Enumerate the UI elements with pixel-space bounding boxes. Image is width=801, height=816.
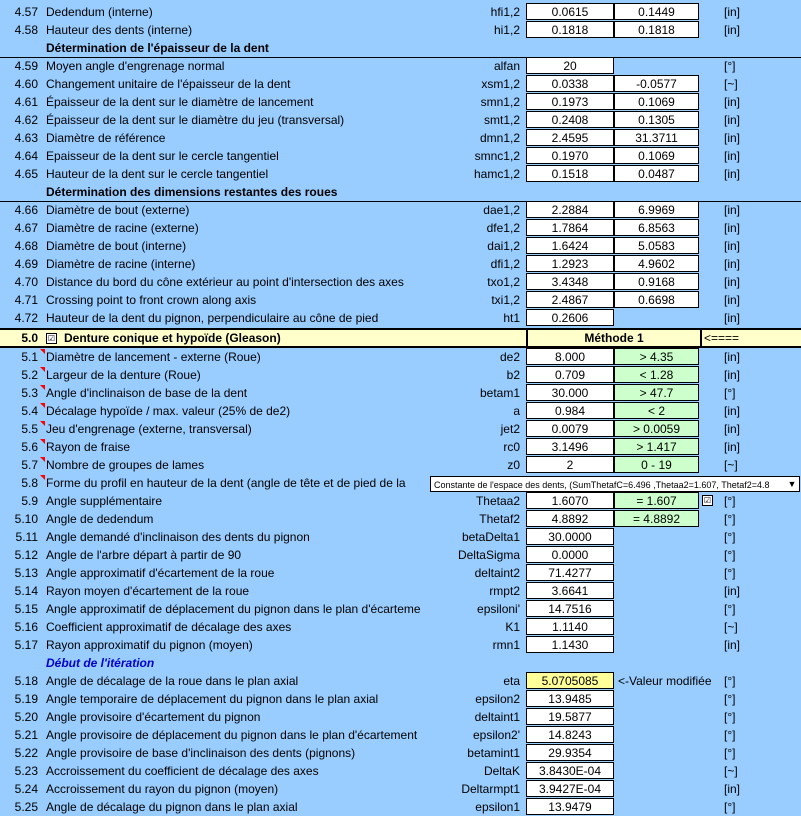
unit-label: [in] — [724, 239, 741, 253]
row-number: 4.63 — [14, 131, 38, 145]
table-row — [0, 366, 801, 384]
value-cell-2: 6.9969 — [614, 201, 699, 218]
table-row — [0, 528, 801, 546]
value-cell[interactable]: 1.6070 — [526, 492, 614, 509]
unit-label: [°] — [724, 602, 736, 616]
unit-label: [~] — [724, 458, 738, 472]
unit-label: [°] — [724, 710, 736, 724]
table-row — [0, 762, 801, 780]
row-label: Rayon de fraise — [46, 440, 131, 454]
table-row — [0, 291, 801, 309]
comment-marker-icon — [40, 403, 45, 408]
unit-label: [in] — [724, 203, 741, 217]
table-row — [0, 438, 801, 456]
table-row — [0, 111, 801, 129]
row-number: 4.57 — [14, 5, 38, 19]
row-number: 5.6 — [21, 440, 38, 454]
row-symbol: alfan — [493, 59, 520, 73]
row-number: 4.66 — [14, 203, 38, 217]
row-symbol: Thetaa2 — [475, 494, 520, 508]
row-label: Épaisseur de la dent sur le diamètre de lancement — [46, 95, 314, 109]
row-number: 5.18 — [14, 674, 38, 688]
unit-label: [°] — [724, 728, 736, 742]
table-row — [0, 93, 801, 111]
row-label: Distance du bord du cône extérieur au point d'intersection des axes — [46, 275, 404, 289]
unit-label: [in] — [724, 23, 741, 37]
row-symbol: txi1,2 — [491, 293, 520, 307]
row-symbol: eta — [503, 674, 520, 688]
section-heading — [0, 183, 801, 202]
table-row — [0, 273, 801, 291]
row-symbol: epsilon1 — [475, 800, 520, 814]
section-checkbox[interactable]: ☑ — [47, 334, 56, 343]
value-cell: 0.1970 — [526, 147, 614, 164]
section-header — [0, 328, 801, 348]
value-cell-2: 0.9168 — [614, 273, 699, 290]
table-row — [0, 237, 801, 255]
row-label: Angle de décalage du pignon dans le plan axial — [46, 800, 298, 814]
table-row — [0, 402, 801, 420]
unit-label: [°] — [724, 674, 736, 688]
row-symbol: smnc1,2 — [474, 149, 520, 163]
row-number: 5.20 — [14, 710, 38, 724]
value-cell: 1.2923 — [526, 255, 614, 272]
row-symbol: dmn1,2 — [479, 131, 520, 145]
row-symbol: b2 — [506, 368, 520, 382]
value-cell: 14.8243 — [526, 726, 614, 743]
section-heading — [0, 39, 801, 58]
row-number: 5.1 — [21, 350, 38, 364]
row-label: Forme du profil en hauteur de la dent (angle de tête et de pied de la — [46, 476, 406, 490]
value-cell: 0.2408 — [526, 111, 614, 128]
row-number: 5.9 — [21, 494, 38, 508]
row-label: Rayon moyen d'écartement de la roue — [46, 584, 250, 598]
unit-label: [in] — [724, 584, 741, 598]
table-row — [0, 420, 801, 438]
modified-note: <-Valeur modifiée — [618, 674, 712, 688]
value-cell: 0.0000 — [526, 546, 614, 563]
row-label: Coefficient approximatif de décalage des axes — [46, 620, 292, 634]
table-row — [0, 546, 801, 564]
value-cell-2: = 4.8892 — [614, 510, 699, 527]
row-number: 4.58 — [14, 23, 38, 37]
row-number: 4.59 — [14, 59, 38, 73]
value-cell[interactable]: 0.984 — [526, 402, 614, 419]
table-row — [0, 348, 801, 366]
table-row — [0, 600, 801, 618]
row-symbol: deltaint2 — [474, 566, 520, 580]
row-number: 4.60 — [14, 77, 38, 91]
table-row — [0, 510, 801, 528]
row-label: Angle approximatif de déplacement du pignon dans le plan d'écarteme — [46, 602, 421, 616]
row-number: 5.2 — [21, 368, 38, 382]
dropdown-arrow-icon[interactable]: ▼ — [785, 477, 799, 491]
row-label: Épaisseur de la dent sur le diamètre du jeu (transversal) — [46, 113, 345, 127]
row-number: 5.14 — [14, 584, 38, 598]
unit-label: [°] — [724, 512, 736, 526]
unit-label: [in] — [724, 5, 741, 19]
value-cell-2: 31.3711 — [614, 129, 699, 146]
row-label: Angle supplémentaire — [46, 494, 163, 508]
unit-label: [in] — [724, 293, 741, 307]
row-symbol: betam1 — [479, 386, 520, 400]
section-title: Denture conique et hypoïde (Gleason) — [64, 331, 281, 345]
value-cell: 2.4867 — [526, 291, 614, 308]
value-cell-2: = 1.607 — [614, 492, 699, 509]
comment-marker-icon — [40, 439, 45, 444]
value-cell: 0.0615 — [526, 3, 614, 20]
row-symbol: hfi1,2 — [490, 5, 520, 19]
row-number: 5.7 — [21, 458, 38, 472]
row-symbol: dfe1,2 — [486, 221, 520, 235]
value-cell: 0.1518 — [526, 165, 614, 182]
row-symbol: dai1,2 — [487, 239, 520, 253]
heading-label: Début de l'itération — [46, 656, 155, 670]
heading-label: Détermination de l'épaisseur de la dent — [46, 41, 269, 55]
unit-label: [°] — [724, 800, 736, 814]
unit-label: [in] — [724, 311, 741, 325]
row-symbol: dae1,2 — [483, 203, 520, 217]
value-cell[interactable]: 3.1496 — [526, 438, 614, 455]
row-label: Décalage hypoïde / max. valeur (25% de de2) — [46, 404, 291, 418]
row-label: Diamètre de référence — [46, 131, 166, 145]
value-cell: 29.9354 — [526, 744, 614, 761]
dropdown-value: Constante de l'espace des dents, (SumThetafC=6.496 ,Thetaa2=1.607, Thetaf2=4.8 — [434, 480, 770, 490]
value-cell-2: 0.1069 — [614, 93, 699, 110]
row-label: Angle de l'arbre départ à partir de 90 — [46, 548, 242, 562]
row-number: 5.25 — [14, 800, 38, 814]
row-symbol: de2 — [499, 350, 520, 364]
row-number: 5.16 — [14, 620, 38, 634]
row-label: Changement unitaire de l'épaisseur de la dent — [46, 77, 291, 91]
table-row — [0, 708, 801, 726]
row-symbol: deltaint1 — [474, 710, 520, 724]
table-row — [0, 492, 801, 510]
row-number: 4.71 — [14, 293, 38, 307]
row-label: Crossing point to front crown along axis — [46, 293, 257, 307]
section-number: 5.0 — [21, 331, 38, 345]
table-row — [0, 219, 801, 237]
comment-marker-icon — [40, 421, 45, 426]
row-number: 4.64 — [14, 149, 38, 163]
value-cell[interactable]: 8.000 — [526, 348, 614, 365]
row-label: Epaisseur de la dent sur le cercle tangentiel — [46, 149, 279, 163]
table-row — [0, 3, 801, 21]
table-row — [0, 201, 801, 219]
value-cell[interactable]: 30.000 — [526, 384, 614, 401]
value-cell[interactable]: 2 — [526, 456, 614, 473]
row-label: Diamètre de racine (externe) — [46, 221, 199, 235]
value-cell-2: < 2 — [614, 402, 699, 419]
row-symbol: betamint1 — [467, 746, 520, 760]
unit-label: [°] — [724, 494, 736, 508]
row-label: Angle provisoire de déplacement du pignon dans le plan d'écartement — [46, 728, 418, 742]
table-row — [0, 798, 801, 816]
row-symbol: hamc1,2 — [473, 167, 520, 181]
unit-label: [~] — [724, 764, 738, 778]
table-row — [0, 309, 801, 327]
row-label: Largeur de la denture (Roue) — [46, 368, 201, 382]
checkbox[interactable]: ☑ — [703, 496, 712, 505]
table-row — [0, 384, 801, 402]
row-number: 5.11 — [15, 530, 38, 544]
row-label: Hauteur des dents (interne) — [46, 23, 193, 37]
row-symbol: xsm1,2 — [481, 77, 520, 91]
row-number: 5.23 — [14, 764, 38, 778]
row-number: 4.72 — [14, 311, 38, 325]
row-symbol: epsilon2 — [475, 692, 520, 706]
row-label: Diamètre de lancement - externe (Roue) — [46, 350, 261, 364]
value-cell: 14.7516 — [526, 600, 614, 617]
row-symbol: dfi1,2 — [490, 257, 520, 271]
unit-label: [in] — [724, 113, 741, 127]
table-row — [0, 147, 801, 165]
table-row — [0, 255, 801, 273]
unit-label: [°] — [724, 566, 736, 580]
unit-label: [°] — [724, 59, 736, 73]
row-number: 4.61 — [14, 95, 38, 109]
row-number: 5.22 — [14, 746, 38, 760]
row-label: Diamètre de bout (externe) — [46, 203, 190, 217]
row-label: Angle d'inclinaison de base de la dent — [46, 386, 248, 400]
row-symbol: rmpt2 — [489, 584, 520, 598]
value-cell[interactable]: 0.0079 — [526, 420, 614, 437]
unit-label: [in] — [724, 131, 741, 145]
row-number: 4.65 — [14, 167, 38, 181]
comment-marker-icon — [40, 367, 45, 372]
row-symbol: epsilon2' — [473, 728, 520, 742]
table-row — [0, 744, 801, 762]
row-label: Angle approximatif d'écartement de la roue — [46, 566, 275, 580]
row-number: 5.8 — [21, 476, 38, 490]
row-symbol: smn1,2 — [480, 95, 520, 109]
table-row — [0, 129, 801, 147]
value-cell[interactable]: 20 — [526, 57, 614, 74]
unit-label: [~] — [724, 77, 738, 91]
table-row — [0, 780, 801, 798]
value-cell: 3.8430E-04 — [526, 762, 614, 779]
value-cell: 3.9427E-04 — [526, 780, 614, 797]
row-symbol: DeltaK — [483, 764, 520, 778]
row-label: Accroissement du coefficient de décalage des axes — [46, 764, 319, 778]
row-number: 4.67 — [14, 221, 38, 235]
value-cell-2: > 1.417 — [614, 438, 699, 455]
row-number: 5.13 — [14, 566, 38, 580]
unit-label: [in] — [724, 167, 741, 181]
table-row — [0, 726, 801, 744]
unit-label: [~] — [724, 620, 738, 634]
table-row — [0, 57, 801, 75]
unit-label: [in] — [724, 350, 741, 364]
unit-label: [in] — [724, 440, 741, 454]
unit-label: [in] — [724, 275, 741, 289]
value-cell: 13.9485 — [526, 690, 614, 707]
arrow-indicator: <==== — [704, 331, 740, 345]
value-cell-2: 0.1305 — [614, 111, 699, 128]
table-row — [0, 165, 801, 183]
value-cell-2: 6.8563 — [614, 219, 699, 236]
row-number: 5.3 — [21, 386, 38, 400]
comment-marker-icon — [40, 349, 45, 354]
value-cell-2: -0.0577 — [614, 75, 699, 92]
row-symbol: Deltarmpt1 — [461, 782, 520, 796]
value-cell: 1.7864 — [526, 219, 614, 236]
row-symbol: rmn1 — [492, 638, 520, 652]
row-label: Nombre de groupes de lames — [46, 458, 205, 472]
value-cell[interactable]: 5.0705085 — [526, 672, 614, 689]
value-cell[interactable]: 0.709 — [526, 366, 614, 383]
row-number: 5.21 — [14, 728, 38, 742]
method-select[interactable]: Méthode 1 — [526, 330, 702, 346]
value-cell: 2.4595 — [526, 129, 614, 146]
row-label: Rayon approximatif du pignon (moyen) — [46, 638, 253, 652]
value-cell-2: 0.1449 — [614, 3, 699, 20]
row-number: 5.19 — [14, 692, 38, 706]
value-cell: 3.4348 — [526, 273, 614, 290]
value-cell-2: 5.0583 — [614, 237, 699, 254]
value-cell: 0.1818 — [526, 21, 614, 38]
value-cell-2: > 47.7 — [614, 384, 699, 401]
row-symbol: epsiloni' — [477, 602, 520, 616]
heading-label: Détermination des dimensions restantes des roues — [46, 185, 338, 199]
row-label: Dedendum (interne) — [46, 5, 153, 19]
row-label: Moyen angle d'engrenage normal — [46, 59, 225, 73]
table-row — [0, 564, 801, 582]
row-number: 4.68 — [14, 239, 38, 253]
row-symbol: smt1,2 — [483, 113, 520, 127]
value-cell: 1.1430 — [526, 636, 614, 653]
value-cell-2: < 1.28 — [614, 366, 699, 383]
table-row — [0, 21, 801, 39]
comment-marker-icon — [40, 475, 45, 480]
row-label: Diamètre de bout (interne) — [46, 239, 187, 253]
row-symbol: txo1,2 — [487, 275, 520, 289]
value-cell: 2.2884 — [526, 201, 614, 218]
unit-label: [°] — [724, 530, 736, 544]
value-cell-2: > 0.0059 — [614, 420, 699, 437]
table-row — [0, 582, 801, 600]
comment-marker-icon — [40, 385, 45, 390]
row-symbol: jet2 — [500, 422, 520, 436]
table-row — [0, 75, 801, 93]
unit-label: [in] — [724, 149, 741, 163]
row-number: 5.5 — [21, 422, 38, 436]
unit-label: [in] — [724, 404, 741, 418]
value-cell: 1.1140 — [526, 618, 614, 635]
row-number: 5.10 — [14, 512, 38, 526]
unit-label: [°] — [724, 548, 736, 562]
value-cell-2: 0 - 19 — [614, 456, 699, 473]
row-number: 5.15 — [14, 602, 38, 616]
value-cell: 0.2606 — [526, 309, 614, 326]
row-label: Angle de dedendum — [46, 512, 154, 526]
table-row — [0, 456, 801, 474]
row-symbol: z0 — [507, 458, 520, 472]
value-cell: 3.6641 — [526, 582, 614, 599]
row-symbol: hi1,2 — [493, 23, 520, 37]
row-number: 5.17 — [14, 638, 38, 652]
row-label: Angle de décalage de la roue dans le plan axial — [46, 674, 299, 688]
value-cell-2: 4.9602 — [614, 255, 699, 272]
unit-label: [in] — [724, 368, 741, 382]
value-cell-2: > 4.35 — [614, 348, 699, 365]
table-row — [0, 672, 801, 690]
unit-label: [in] — [724, 221, 741, 235]
value-cell-2: 0.0487 — [614, 165, 699, 182]
iteration-heading — [0, 654, 801, 672]
row-label: Angle provisoire de base d'inclinaison des dents (pignons) — [46, 746, 356, 760]
row-label: Angle demandé d'inclinaison des dents du pignon — [46, 530, 310, 544]
row-label: Angle temporaire de déplacement du pignon dans le plan axial — [46, 692, 379, 706]
row-label: Diamètre de racine (interne) — [46, 257, 196, 271]
value-cell: 13.9479 — [526, 798, 614, 815]
row-symbol: betaDelta1 — [461, 530, 520, 544]
value-cell[interactable]: 4.8892 — [526, 510, 614, 527]
row-number: 5.24 — [14, 782, 38, 796]
row-label: Angle provisoire d'écartement du pignon — [46, 710, 261, 724]
unit-label: [in] — [724, 95, 741, 109]
row-label: Accroissement du rayon du pignon (moyen) — [46, 782, 279, 796]
unit-label: [°] — [724, 692, 736, 706]
row-number: 4.62 — [14, 113, 38, 127]
unit-label: [in] — [724, 257, 741, 271]
unit-label: [in] — [724, 422, 741, 436]
value-cell: 30.0000 — [526, 528, 614, 545]
row-symbol: a — [513, 404, 520, 418]
comment-marker-icon — [40, 457, 45, 462]
row-symbol: rc0 — [503, 440, 520, 454]
row-label: Hauteur de la dent du pignon, perpendiculaire au cône de pied — [46, 311, 379, 325]
unit-label: [°] — [724, 746, 736, 760]
table-row — [0, 618, 801, 636]
row-number: 4.70 — [14, 275, 38, 289]
value-cell: 1.6424 — [526, 237, 614, 254]
value-cell-2: 0.6698 — [614, 291, 699, 308]
row-label: Hauteur de la dent sur le cercle tangentiel — [46, 167, 269, 181]
unit-label: [in] — [724, 638, 741, 652]
value-cell: 19.5877 — [526, 708, 614, 725]
row-number: 4.69 — [14, 257, 38, 271]
value-cell-2: 0.1069 — [614, 147, 699, 164]
value-cell-2: 0.1818 — [614, 21, 699, 38]
unit-label: [in] — [724, 782, 741, 796]
value-cell: 0.1973 — [526, 93, 614, 110]
profile-dropdown[interactable] — [430, 476, 800, 492]
row-label: Jeu d'engrenage (externe, transversal) — [46, 422, 252, 436]
table-row — [0, 636, 801, 654]
value-cell: 71.4277 — [526, 564, 614, 581]
row-number: 5.4 — [21, 404, 38, 418]
value-cell: 0.0338 — [526, 75, 614, 92]
row-symbol: K1 — [505, 620, 520, 634]
unit-label: [°] — [724, 386, 736, 400]
table-row — [0, 690, 801, 708]
row-symbol: Thetaf2 — [479, 512, 520, 526]
row-number: 5.12 — [14, 548, 38, 562]
row-symbol: DeltaSigma — [457, 548, 520, 562]
row-symbol: ht1 — [503, 311, 520, 325]
